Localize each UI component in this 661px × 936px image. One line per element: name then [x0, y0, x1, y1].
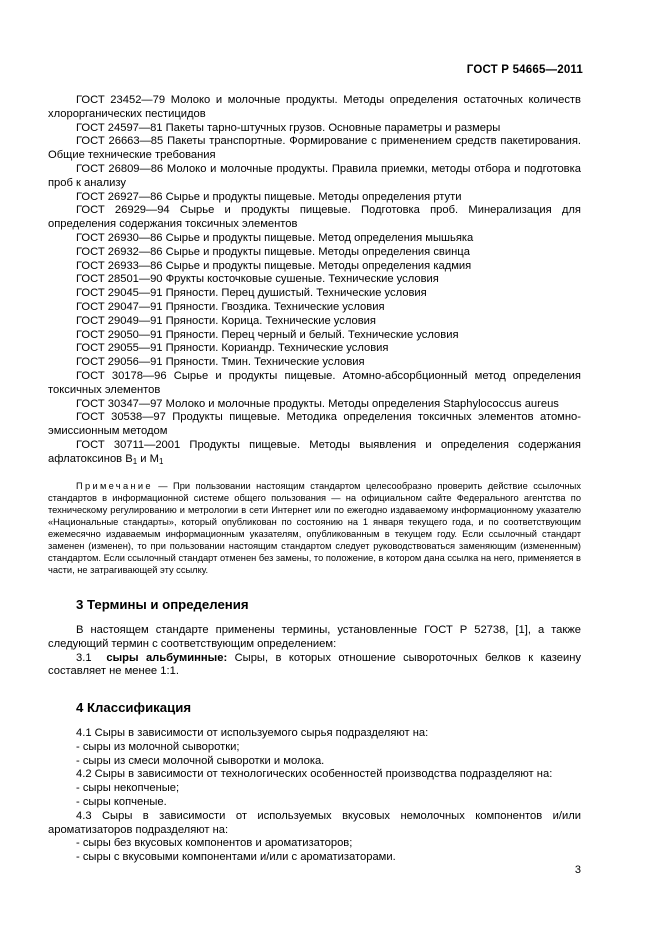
subscript: 1 — [158, 456, 164, 466]
classification-item: - сыры с вкусовыми компонентами и/или с ароматизаторами. — [76, 851, 396, 864]
reference-item: ГОСТ 30538—97 Продукты пищевые. Методика определения токсичных элементов атомно-эмиссионным методом — [48, 411, 581, 438]
normative-references — [48, 94, 581, 469]
classification-clause: 4.1 Сыры в зависимости от используемого сырья подразделяют на: — [76, 727, 429, 740]
classification-item: - сыры без вкусовых компонентов и ароматизаторов; — [76, 837, 353, 850]
reference-item: ГОСТ 30178—96 Сырье и продукты пищевые. Атомно-абсорбционный метод определения токсичных элементов — [48, 369, 581, 396]
reference-item: ГОСТ 29055—91 Пряности. Кориандр. Технические условия — [76, 342, 389, 355]
section-4-title: 4 Классификация — [76, 700, 192, 716]
term: сыры альбуминные: — [106, 651, 228, 664]
reference-item: ГОСТ 29045—91 Пряности. Перец душистый. Технические условия — [76, 287, 427, 300]
subscript: 1 — [132, 456, 138, 466]
classification-item: - сыры из молочной сыворотки; — [76, 740, 240, 753]
classification-item: - сыры из смеси молочной сыворотки и молока. — [76, 754, 325, 767]
reference-item: ГОСТ 28501—90 Фрукты косточковые сушеные. Технические условия — [76, 273, 439, 286]
document-header: ГОСТ Р 54665—2011 — [466, 64, 583, 76]
reference-item: ГОСТ 26809—86 Молоко и молочные продукты. Правила приемки, методы отбора и подготовка проб к анализу — [48, 162, 581, 189]
section-3-title: 3 Термины и определения — [76, 597, 249, 613]
reference-item: ГОСТ 29050—91 Пряности. Перец черный и белый. Технические условия — [76, 328, 459, 341]
reference-item: ГОСТ 26933—86 Сырье и продукты пищевые. Методы определения кадмия — [76, 259, 472, 272]
reference-item: ГОСТ 23452—79 Молоко и молочные продукты. Методы определения остаточных количеств хлорорганических пестицидов — [48, 94, 581, 120]
reference-item: ГОСТ 29056—91 Пряности. Тмин. Технические условия — [76, 356, 365, 369]
classification-clause: 4.2 Сыры в зависимости от технологических особенностей производства подразделяют на: — [76, 768, 553, 781]
reference-item: ГОСТ 26663—85 Пакеты транспортные. Формирование с применением средств пакетирования. Общие технические требования — [48, 135, 581, 162]
classification-item: - сыры некопченые; — [76, 782, 180, 795]
note-text: — При пользовании настоящим стандартом целесообразно проверить действие ссылочных стандартов в информационной системе общего пользования — на официальном сайте Федерального агентства по техническому регулированию и метрологии в сети Интернет или по ежегодно издаваемому информационному указателю «Национальные стандарты», который опубликован по состоянию на 1 января текущего года, и по соответствующим ежемесячно издаваемым информационным указателям, опубликованным в текущем году. Если ссылочный стандарт заменен (изменен), то при пользовании настоящим стандартом следует руководствоваться заменяющим (измененным) стандартом. Если ссылочный стандарт отменен без замены, то положение, в котором дана ссылка на него, применяется в части, не затрагивающей эту ссылку. — [48, 480, 581, 576]
classification-item: - сыры копченые. — [76, 796, 167, 809]
reference-text: ГОСТ 30711—2001 Продукты пищевые. Методы выявления и определения содержания афлатоксинов B — [48, 438, 581, 465]
reference-item: ГОСТ 26927—86 Сырье и продукты пищевые. Методы определения ртути — [76, 190, 462, 203]
term-number: 3.1 — [76, 651, 92, 664]
section-3-intro: В настоящем стандарте применены термины, установленные ГОСТ Р 52738, [1], а также следующий термин с соответствующим определением: — [48, 624, 581, 650]
note — [48, 480, 581, 577]
reference-item: ГОСТ 26930—86 Сырье и продукты пищевые. Метод определения мышьяка — [76, 231, 474, 244]
term-definition — [48, 652, 581, 680]
note-label: Примечание — [76, 480, 153, 491]
reference-item: ГОСТ 29047—91 Пряности. Гвоздика. Технические условия — [76, 300, 385, 313]
reference-item: ГОСТ 24597—81 Пакеты тарно-штучных грузов. Основные параметры и размеры — [76, 121, 501, 134]
reference-item-aflatoxins — [48, 439, 581, 469]
document-body — [48, 94, 581, 865]
reference-item: ГОСТ 26929—94 Сырье и продукты пищевые. Подготовка проб. Минерализация для определения содержания токсичных элементов — [48, 204, 581, 231]
term-definition-text: Сыры, в которых отношение сывороточных белков к казеину составляет не менее 1:1. — [48, 651, 582, 678]
reference-text-mid: и M — [137, 452, 159, 465]
reference-item: ГОСТ 26932—86 Сырье и продукты пищевые. Методы определения свинца — [76, 245, 470, 258]
page-number: 3 — [574, 864, 581, 876]
classification-clause: 4.3 Сыры в зависимости от используемых вкусовых немолочных компонентов и/или ароматизаторов подразделяют на: — [48, 809, 581, 836]
reference-item: ГОСТ 29049—91 Пряности. Корица. Технические условия — [76, 314, 376, 327]
reference-item: ГОСТ 30347—97 Молоко и молочные продукты. Методы определения Staphylococcus aureus — [76, 397, 559, 410]
